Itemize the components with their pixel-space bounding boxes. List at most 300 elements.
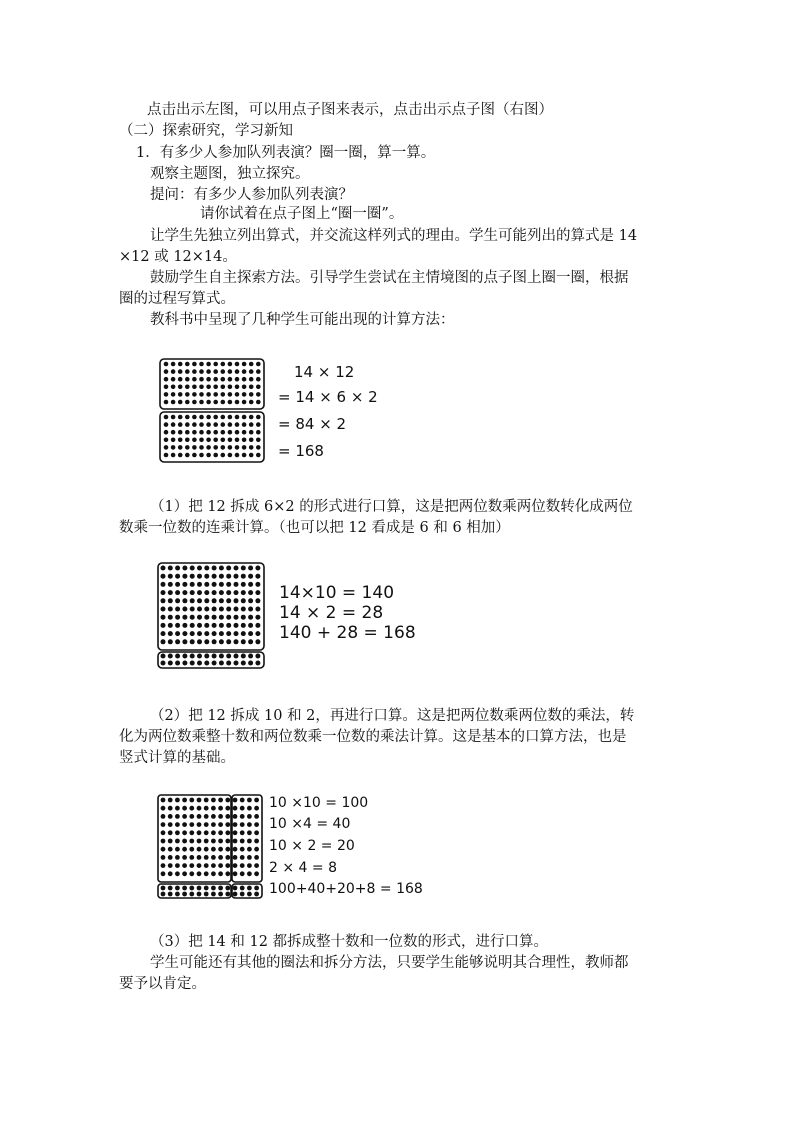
- dot: [189, 798, 194, 803]
- dot: [225, 863, 230, 868]
- dot: [204, 855, 209, 860]
- dot: [178, 385, 183, 390]
- dot: [171, 445, 176, 450]
- dot: [197, 623, 202, 628]
- dot: [175, 847, 180, 852]
- dot: [182, 871, 187, 876]
- dot: [219, 590, 224, 595]
- dot: [234, 631, 239, 636]
- dot: [241, 598, 246, 603]
- dot: [226, 623, 231, 628]
- dot: [228, 415, 233, 420]
- dot: [228, 400, 233, 405]
- dot: [241, 639, 246, 644]
- dot: [204, 886, 209, 891]
- dot: [241, 654, 246, 659]
- dot: [213, 385, 218, 390]
- dot: [249, 415, 254, 420]
- dot: [226, 598, 231, 603]
- dot: [256, 369, 261, 374]
- dot: [185, 392, 190, 397]
- dot: [212, 574, 217, 579]
- dot: [255, 615, 260, 620]
- dot: [247, 871, 252, 876]
- dot: [171, 362, 176, 367]
- dot: [248, 661, 253, 666]
- dot: [192, 369, 197, 374]
- text-line: ×12 或 12×14。: [119, 249, 237, 265]
- dot: [206, 415, 211, 420]
- equation: = 14 × 6 × 2: [278, 388, 378, 406]
- dot: [240, 863, 245, 868]
- dot: [175, 886, 180, 891]
- dot: [204, 623, 209, 628]
- dot: [249, 377, 254, 382]
- dot: [161, 892, 166, 897]
- dot: [213, 377, 218, 382]
- dot: [242, 453, 247, 458]
- dot: [161, 806, 166, 811]
- dot: [213, 453, 218, 458]
- dot: [182, 631, 187, 636]
- dot: [254, 855, 259, 860]
- dot: [161, 566, 166, 571]
- dot: [228, 453, 233, 458]
- dot: [189, 871, 194, 876]
- dot: [249, 369, 254, 374]
- dot: [182, 806, 187, 811]
- dot: [256, 430, 261, 435]
- equation: 140 + 28 = 168: [279, 623, 416, 643]
- dot-array-svg-3: [155, 793, 270, 903]
- dot: [168, 631, 173, 636]
- dot: [249, 400, 254, 405]
- dot: [247, 847, 252, 852]
- dot: [233, 855, 238, 860]
- dot: [242, 430, 247, 435]
- dot: [199, 430, 204, 435]
- dot: [228, 377, 233, 382]
- dot: [185, 422, 190, 427]
- dot: [234, 607, 239, 612]
- dot: [175, 582, 180, 587]
- dot: [242, 369, 247, 374]
- dot: [226, 631, 231, 636]
- dot: [168, 806, 173, 811]
- dot: [256, 453, 261, 458]
- dot: [190, 590, 195, 595]
- dot: [204, 839, 209, 844]
- dot: [249, 385, 254, 390]
- text-line: 竖式计算的基础。: [119, 750, 235, 766]
- dot: [161, 822, 166, 827]
- dot: [185, 453, 190, 458]
- dot: [247, 839, 252, 844]
- dot: [199, 453, 204, 458]
- dot: [206, 369, 211, 374]
- dot: [242, 415, 247, 420]
- dot: [175, 639, 180, 644]
- dot: [225, 814, 230, 819]
- dot: [248, 598, 253, 603]
- dot: [182, 839, 187, 844]
- dot: [199, 369, 204, 374]
- dot: [247, 814, 252, 819]
- dot: [240, 855, 245, 860]
- dot: [182, 798, 187, 803]
- dot: [242, 377, 247, 382]
- dot: [175, 892, 180, 897]
- dot: [182, 607, 187, 612]
- dot: [168, 654, 173, 659]
- equation: = 84 × 2: [278, 415, 347, 433]
- dot: [240, 830, 245, 835]
- dot: [204, 566, 209, 571]
- dot: [161, 607, 166, 612]
- dot: [189, 847, 194, 852]
- dot: [218, 830, 223, 835]
- dot: [234, 574, 239, 579]
- dot: [233, 814, 238, 819]
- dot: [221, 392, 226, 397]
- dot: [213, 400, 218, 405]
- dot: [211, 839, 216, 844]
- dot: [211, 892, 216, 897]
- dot: [248, 582, 253, 587]
- dot: [248, 607, 253, 612]
- dot: [190, 639, 195, 644]
- dot: [164, 438, 169, 443]
- dot: [175, 798, 180, 803]
- dot: [233, 871, 238, 876]
- dot: [247, 798, 252, 803]
- text-line: 让学生先独立列出算式，并交流这样列式的理由。学生可能列出的算式是 14: [150, 228, 638, 244]
- dot: [225, 892, 230, 897]
- dot: [254, 806, 259, 811]
- dot: [228, 430, 233, 435]
- dot: [225, 847, 230, 852]
- dot: [242, 362, 247, 367]
- text-line: 点击出示左图，可以用点子图来表示，点击出示点子图（右图）: [147, 102, 553, 118]
- dot: [204, 598, 209, 603]
- dot: [248, 639, 253, 644]
- dot: [161, 847, 166, 852]
- dot: [235, 453, 240, 458]
- dot: [182, 582, 187, 587]
- dot: [161, 661, 166, 666]
- dot: [226, 574, 231, 579]
- dot: [248, 654, 253, 659]
- dot: [255, 566, 260, 571]
- dot: [175, 863, 180, 868]
- dot: [189, 830, 194, 835]
- dot: [168, 574, 173, 579]
- dot: [212, 598, 217, 603]
- dot: [240, 806, 245, 811]
- dot: [168, 863, 173, 868]
- dot: [204, 639, 209, 644]
- dot: [212, 654, 217, 659]
- dot: [197, 615, 202, 620]
- dot: [197, 574, 202, 579]
- dot: [204, 607, 209, 612]
- dot: [241, 623, 246, 628]
- dot: [204, 871, 209, 876]
- dot: [234, 598, 239, 603]
- dot: [212, 615, 217, 620]
- dot: [233, 798, 238, 803]
- dot: [197, 839, 202, 844]
- dot: [175, 822, 180, 827]
- text-line: （1）把 12 拆成 6×2 的形式进行口算，这是把两位数乘两位数转化成两位: [150, 499, 633, 515]
- dot: [242, 392, 247, 397]
- dot: [197, 806, 202, 811]
- text-line: 观察主题图，独立探究。: [150, 166, 310, 182]
- dot: [221, 377, 226, 382]
- dot: [213, 430, 218, 435]
- dot: [256, 400, 261, 405]
- dot: [221, 362, 226, 367]
- dot: [185, 377, 190, 382]
- dot: [161, 830, 166, 835]
- dot: [248, 590, 253, 595]
- dot: [168, 822, 173, 827]
- dot: [182, 598, 187, 603]
- dot: [226, 607, 231, 612]
- dot: [248, 631, 253, 636]
- dot: [171, 415, 176, 420]
- dot: [254, 822, 259, 827]
- dot: [233, 847, 238, 852]
- dot: [206, 385, 211, 390]
- dot: [213, 445, 218, 450]
- dot: [178, 400, 183, 405]
- dot: [199, 362, 204, 367]
- dot: [219, 639, 224, 644]
- dot: [185, 445, 190, 450]
- dot: [234, 566, 239, 571]
- dot: [226, 639, 231, 644]
- dot: [164, 392, 169, 397]
- equation: 14×10 = 140: [279, 583, 395, 603]
- dot: [218, 839, 223, 844]
- dot: [211, 847, 216, 852]
- dot: [164, 453, 169, 458]
- dot: [226, 590, 231, 595]
- dot: [211, 798, 216, 803]
- dot: [182, 566, 187, 571]
- dot: [168, 607, 173, 612]
- dot: [218, 855, 223, 860]
- dot: [192, 453, 197, 458]
- dot: [161, 654, 166, 659]
- dot: [247, 822, 252, 827]
- dot: [218, 863, 223, 868]
- dot: [161, 871, 166, 876]
- dot: [235, 415, 240, 420]
- dot: [197, 566, 202, 571]
- dot: [226, 661, 231, 666]
- dot: [211, 886, 216, 891]
- dot: [175, 598, 180, 603]
- dot: [225, 886, 230, 891]
- dot: [199, 415, 204, 420]
- dot: [204, 582, 209, 587]
- dot: [171, 385, 176, 390]
- dot: [206, 400, 211, 405]
- dot: [218, 822, 223, 827]
- dot: [240, 822, 245, 827]
- dot: [161, 590, 166, 595]
- dot: [228, 438, 233, 443]
- dot: [219, 582, 224, 587]
- dot: [212, 607, 217, 612]
- dot: [233, 892, 238, 897]
- text-line: 鼓励学生自主探索方法。引导学生尝试在主情境图的点子图上圈一圈，根据: [150, 270, 629, 286]
- dot: [182, 886, 187, 891]
- dot: [192, 385, 197, 390]
- dot-array-svg-1: [156, 356, 396, 466]
- dot: [199, 400, 204, 405]
- dot: [197, 590, 202, 595]
- dot: [235, 400, 240, 405]
- dot: [175, 830, 180, 835]
- dot: [164, 430, 169, 435]
- dot: [197, 847, 202, 852]
- dot: [197, 886, 202, 891]
- dot: [190, 566, 195, 571]
- dot: [256, 377, 261, 382]
- dot: [211, 814, 216, 819]
- dot: [197, 830, 202, 835]
- dot: [171, 377, 176, 382]
- dot: [248, 566, 253, 571]
- dot: [190, 582, 195, 587]
- dot: [242, 445, 247, 450]
- dot: [235, 422, 240, 427]
- dot: [189, 814, 194, 819]
- dot: [233, 839, 238, 844]
- dot: [171, 438, 176, 443]
- dot: [241, 607, 246, 612]
- dot: [185, 362, 190, 367]
- dot: [197, 863, 202, 868]
- dot: [234, 590, 239, 595]
- dot: [241, 566, 246, 571]
- dot: [228, 369, 233, 374]
- dot: [256, 438, 261, 443]
- dot: [171, 453, 176, 458]
- dot: [249, 430, 254, 435]
- dot: [218, 814, 223, 819]
- dot: [189, 863, 194, 868]
- dot: [175, 661, 180, 666]
- dot: [178, 453, 183, 458]
- dot: [234, 639, 239, 644]
- dot: [185, 430, 190, 435]
- dot: [175, 814, 180, 819]
- dot: [212, 582, 217, 587]
- dot: [182, 892, 187, 897]
- dot: [168, 886, 173, 891]
- dot: [212, 566, 217, 571]
- dot: [197, 654, 202, 659]
- dot: [182, 623, 187, 628]
- dot: [235, 369, 240, 374]
- dot: [221, 400, 226, 405]
- dot: [168, 598, 173, 603]
- dot: [221, 415, 226, 420]
- dot: [161, 814, 166, 819]
- dot: [189, 892, 194, 897]
- dot: [254, 798, 259, 803]
- dot: [213, 362, 218, 367]
- dot: [189, 886, 194, 891]
- dot: [197, 822, 202, 827]
- dot: [235, 377, 240, 382]
- dot: [219, 661, 224, 666]
- dot: [168, 615, 173, 620]
- equation: 10 × 2 = 20: [269, 838, 355, 854]
- dot: [185, 415, 190, 420]
- dot: [241, 590, 246, 595]
- equation: 10 ×10 = 100: [269, 795, 369, 811]
- dot: [164, 385, 169, 390]
- dot: [197, 798, 202, 803]
- dot: [241, 615, 246, 620]
- dot: [255, 598, 260, 603]
- dot: [218, 871, 223, 876]
- dot-figure-1: [156, 356, 396, 470]
- dot: [204, 574, 209, 579]
- circle-group-bottom: [160, 412, 264, 462]
- dot: [225, 798, 230, 803]
- dot: [178, 392, 183, 397]
- dot: [182, 639, 187, 644]
- dot: [249, 422, 254, 427]
- dot: [192, 445, 197, 450]
- dot: [225, 855, 230, 860]
- equation: 14 × 12: [294, 363, 355, 381]
- text-line: 提问：有多少人参加队列表演？: [150, 187, 353, 203]
- dot: [204, 590, 209, 595]
- dot: [204, 863, 209, 868]
- equation: 2 × 4 = 8: [269, 860, 337, 876]
- dot: [256, 362, 261, 367]
- dot: [182, 661, 187, 666]
- text-line: 数乘一位数的连乘计算。（也可以把 12 看成是 6 和 6 相加）: [119, 520, 510, 536]
- dot: [192, 438, 197, 443]
- dot: [249, 438, 254, 443]
- dot: [212, 590, 217, 595]
- dot: [185, 400, 190, 405]
- dot: [192, 392, 197, 397]
- dot: [161, 582, 166, 587]
- dot: [219, 631, 224, 636]
- dot: [255, 631, 260, 636]
- dot: [254, 839, 259, 844]
- dot: [185, 369, 190, 374]
- dot: [212, 639, 217, 644]
- dot: [255, 639, 260, 644]
- dot: [241, 661, 246, 666]
- dot: [247, 855, 252, 860]
- dot: [256, 385, 261, 390]
- dot: [221, 430, 226, 435]
- dot: [182, 654, 187, 659]
- dot: [161, 623, 166, 628]
- dot: [197, 582, 202, 587]
